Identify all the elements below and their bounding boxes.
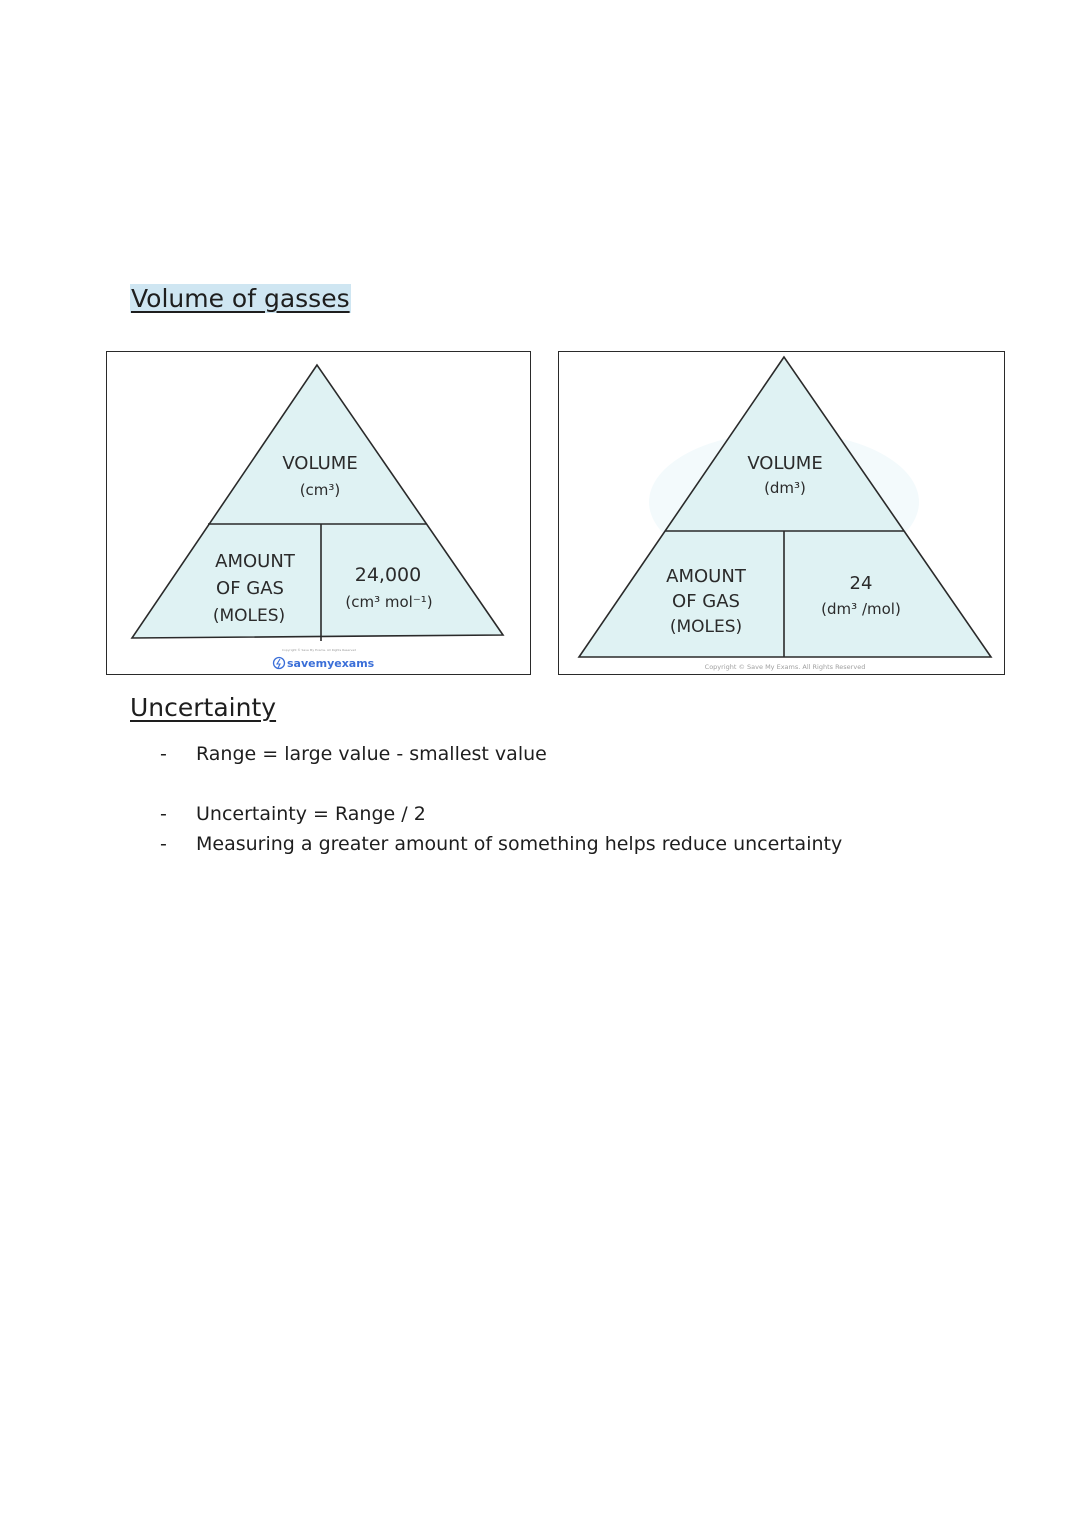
bullet-dash: - [160, 743, 167, 765]
save-my-exams-logo [274, 657, 375, 670]
dm3-left-line1: AMOUNT [666, 566, 746, 587]
range-formula: Range = large value - smallest value [196, 743, 547, 765]
dm3-copyright: Copyright © Save My Exams. All Rights Reserved [704, 663, 866, 671]
uncertainty-list-range [160, 739, 547, 769]
bullet-dash: - [160, 833, 167, 855]
triangle-dm3-diagram [559, 352, 1004, 674]
cm3-left-line2: OF GAS [216, 578, 284, 599]
list-item [160, 799, 842, 829]
cm3-left-line1: AMOUNT [215, 551, 295, 572]
cm3-right-value: 24,000 [354, 564, 422, 586]
cm3-copyright: Copyright © Save My Exams. All Rights Reserved [281, 648, 357, 652]
cm3-top-unit: (cm³) [299, 481, 341, 499]
cm3-left-line3: (MOLES) [212, 606, 286, 626]
dm3-top-unit: (dm³) [764, 479, 806, 497]
cm3-right-unit: (cm³ mol⁻¹) [345, 593, 433, 611]
triangle-cm3-shape [132, 365, 503, 638]
triangle-cm3-diagram [107, 352, 530, 674]
dm3-top-label: VOLUME [747, 453, 823, 474]
brand-name: savemyexams [287, 657, 375, 670]
uncertainty-list-formula [160, 799, 842, 859]
list-item [160, 739, 547, 769]
cm3-top-label: VOLUME [282, 453, 358, 474]
volume-triangle-cm3-figure [106, 351, 531, 675]
bolt-icon-path [277, 659, 280, 668]
dm3-left-line2: OF GAS [672, 591, 740, 612]
volume-of-gasses-heading: Volume of gasses [131, 284, 350, 313]
dm3-right-unit: (dm³ /mol) [821, 600, 901, 618]
bullet-dash: - [160, 803, 167, 825]
uncertainty-formula: Uncertainty = Range / 2 [196, 803, 426, 825]
list-item [160, 829, 842, 859]
volume-triangle-dm3-figure [558, 351, 1005, 675]
triangle-dm3-shape [579, 357, 991, 657]
uncertainty-heading: Uncertainty [130, 693, 277, 722]
uncertainty-tip: Measuring a greater amount of something helps reduce uncertainty [196, 833, 843, 855]
dm3-left-line3: (MOLES) [669, 617, 743, 637]
dm3-right-value: 24 [849, 573, 873, 594]
